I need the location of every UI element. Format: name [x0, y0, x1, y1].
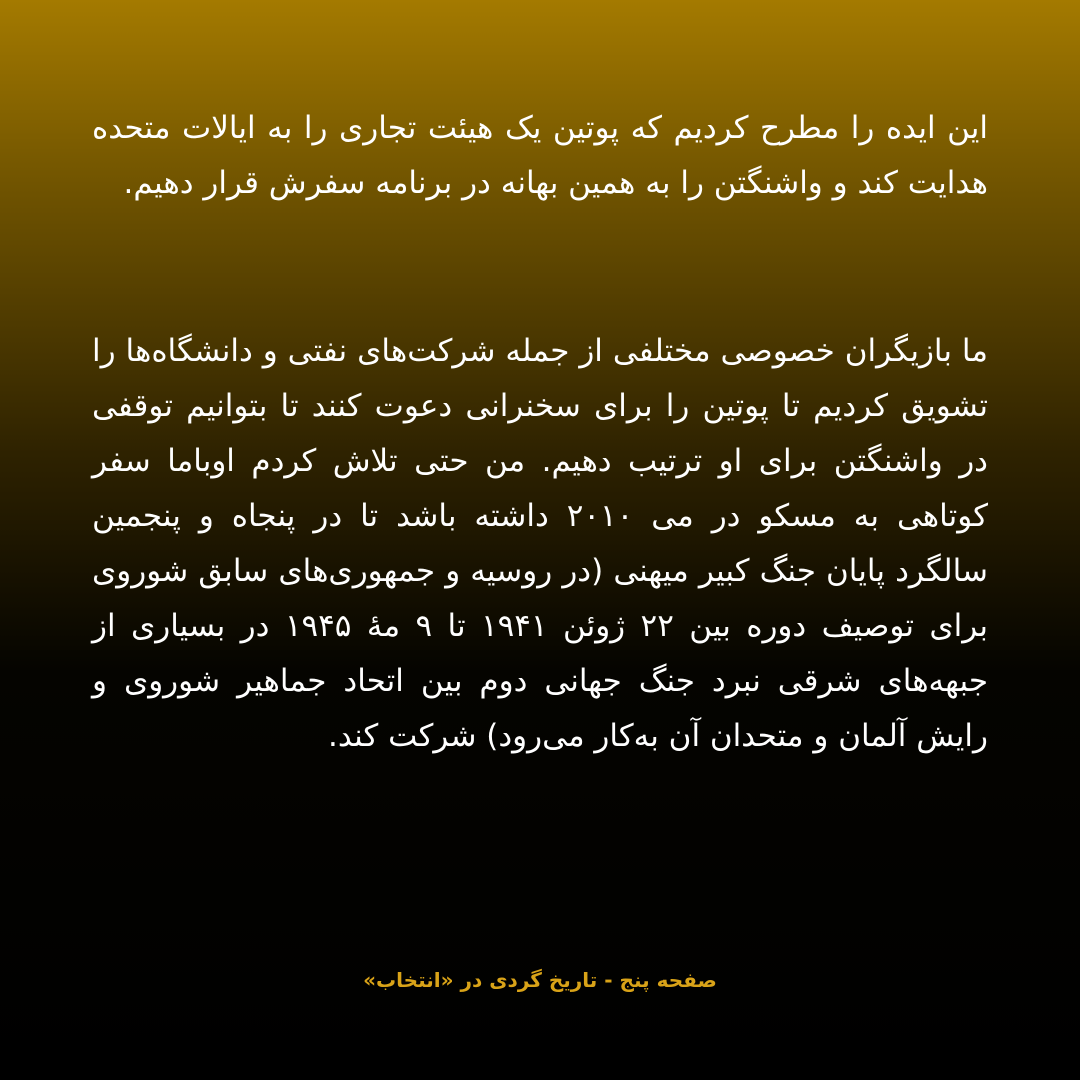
paragraph-1: این ایده را مطرح کردیم که پوتین یک هیئت تجاری را به ایالات متحده هدایت کند و واشنگتن را به همین بهانه در برنامه سفرش قرار دهیم.	[92, 110, 988, 201]
paragraph-2: ما بازیگران خصوصی مختلفی از جمله شرکت‌های نفتی و دانشگاه‌ها را تشویق کردیم تا پوتین را برای سخنرانی دعوت کنند تا بتوانیم توقفی در واشنگتن برای او ترتیب دهیم. من حتی تلاش کردم اوباما سفر کوتاهی به مسکو در می ۲۰۱۰ داشته باشد تا در پنجاه و پنجمین سالگرد پایان جنگ کبیر میهنی (در روسیه و جمهوری‌های سابق شوروی برای توصیف دوره بین ۲۲ ژوئن ۱۹۴۱ تا ۹ مهٔ ۱۹۴۵ در بسیاری از جبهه‌های شرقی نبرد جنگ جهانی دوم بین اتحاد جماهیر شوروی و رایش آلمان و متحدان آن به‌کار می‌رود) شرکت کند.	[92, 333, 989, 754]
footer-caption: صفحه پنج - تاریخ گردی در «انتخاب»	[363, 968, 717, 992]
